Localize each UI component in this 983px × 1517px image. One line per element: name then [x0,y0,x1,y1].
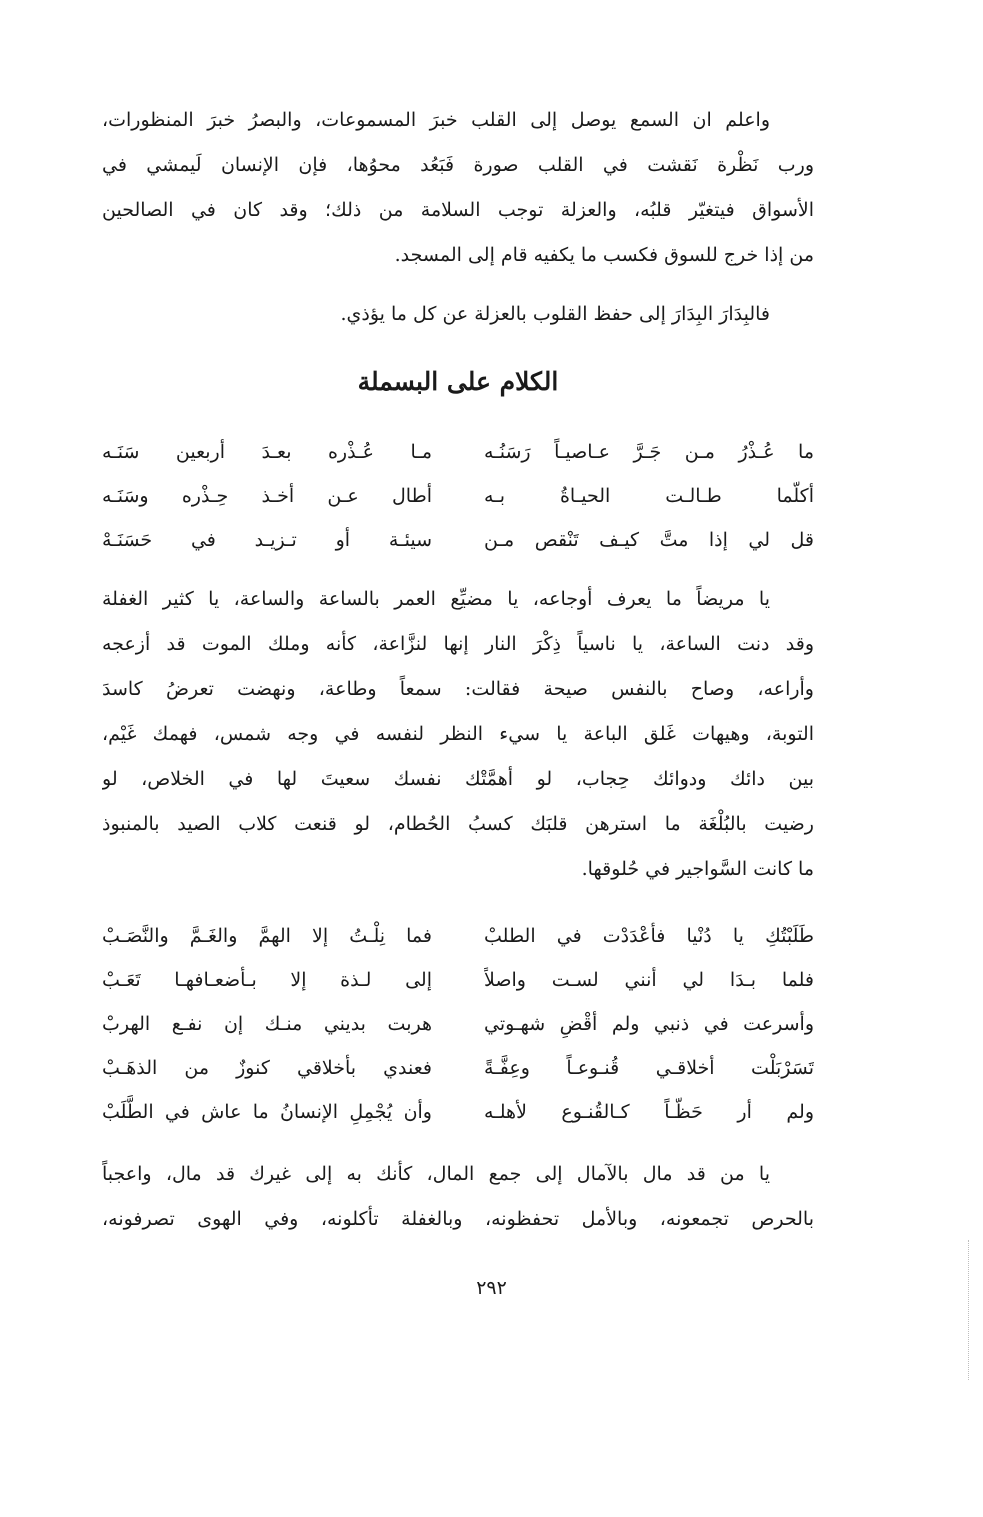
text-line: بالحرص تجمعونه، وبالأمل تحفظونه، وبالغفلة تأكلونه، وفي الهوى تصرفونه، [102,1208,814,1230]
paragraph-3 [102,577,814,892]
verse-second-hemistich: إلى لـذة إلا بـأضعـافهـا تَعَـبْ [102,969,432,991]
verse-line [102,474,814,518]
text-line: ورب نَظْرة نَقشت في القلب صورة فَبَعُد محوُها، فإن الإنسان لَيمشي في [102,154,814,176]
verse-second-hemistich: وأن يُجْمِلِ الإنسانُ ما عاش في الطَّلَبْ [102,1101,432,1123]
verse-line [102,1046,814,1090]
paragraph-4 [102,1152,814,1242]
scan-edge-mark [968,1240,970,1380]
verse-line [102,518,814,562]
verse-first-hemistich: ولم أر حَظّـاً كـالقُنـوع لأهلـه [484,1101,814,1123]
text-line: من إذا خرج للسوق فكسب ما يكفيه قام إلى المسجد. [394,244,814,266]
verse-first-hemistich: وأسرعت في ذنبي ولم أقْضِ شهـوتي [484,1013,814,1035]
text-line: يا مريضاً ما يعرف أوجاعه، يا مضيِّع العمر بالساعة والساعة، يا كثير الغفلة [102,588,770,610]
verse-first-hemistich: فلما بـدَا لي أنني لسـت واصلاً [484,969,814,991]
text-line: فالبِدَارَ البِدَارَ إلى حفظ القلوب بالعزلة عن كل ما يؤذي. [340,303,770,325]
text-line: وأراعه، وصاح بالنفس صيحة فقالت: سمعاً وطاعة، ونهضت تعرضُ كاسدَ [102,678,814,700]
verse-line [102,958,814,1002]
text-line: يا من قد مال بالآمال إلى جمع المال، كأنك به إلى غيرك قد مال، واعجباً [102,1163,770,1185]
verse-line [102,1002,814,1046]
paragraph-1 [102,98,814,278]
text-line: واعلم ان السمع يوصل إلى القلب خبرَ المسموعات، والبصرُ خبرَ المنظورات، [102,109,770,131]
verse-line [102,1090,814,1134]
section-heading: الكلام على البسملة [357,367,559,396]
text-line: الأسواق فيتغيّر قلبُه، والعزلة توجب السلامة من ذلك؛ وقد كان في الصالحين [102,199,814,221]
verse-first-hemistich: قل لي إذا متَّ كيـف تَنْقص مـن [484,529,814,551]
text-line: التوبة، وهيهات غَلق الباعة يا سيء النظر لنفسه في وجه شمس، فهمك غَيْم، [102,723,814,745]
verse-second-hemistich: فعندي بأخلاقي كنوزٌ من الذهَـبْ [102,1057,432,1079]
verse-second-hemistich: فما نِلْـتُ إلا الهمَّ والغَـمَّ والنَّصَـبْ [102,925,432,947]
text-line: رضيت بالبُلْغَة ما استرهن قلبَك كسبُ الحُطام، لو قنعت كلاب الصيد بالمنبوذ [102,813,814,835]
page-number: ٢٩٢ [476,1277,507,1299]
text-line: بين دائك ودوائك حِجاب، لو أهمَّتْك نفسك سعيتَ لها في الخلاص، لو [102,768,814,790]
poem-2 [102,914,814,1134]
verse-second-hemistich: سيئـة أو تـزيـد في حَسَنَـهْ [102,529,432,551]
verse-second-hemistich: مـا عُـذْره بعـدَ أربعين سَنَـه [102,441,432,463]
verse-first-hemistich: تَسَرْبَلْت أخلاقـي قُنـوعـاً وعِفَّـةً [484,1057,814,1079]
poem-1 [102,430,814,562]
verse-second-hemistich: أطال عـن أخـذ حِـذْره وسَنَـه [102,485,432,507]
verse-line [102,914,814,958]
text-line: ما كانت السَّواجير في حُلوقها. [581,858,814,880]
verse-first-hemistich: ما عُـذْرُ مـن جَـرَّ عـاصيـاً رَسَنُـه [484,441,814,463]
paragraph-2 [102,292,814,337]
verse-second-hemistich: هربت بديني منـك إن نفـع الهربْ [102,1013,432,1035]
verse-first-hemistich: أكلّما طـالـت الحيـاةُ بـه [484,485,814,507]
verse-line [102,430,814,474]
verse-first-hemistich: طَلَبْتُكِ يا دُنْيا فأعْدَدْت في الطلبْ [484,925,814,947]
text-line: وقد دنت الساعة، يا ناسياً ذِكْرَ النار إنها لنزَّاعة، كأنه وملك الموت قد أزعجه [102,633,814,655]
